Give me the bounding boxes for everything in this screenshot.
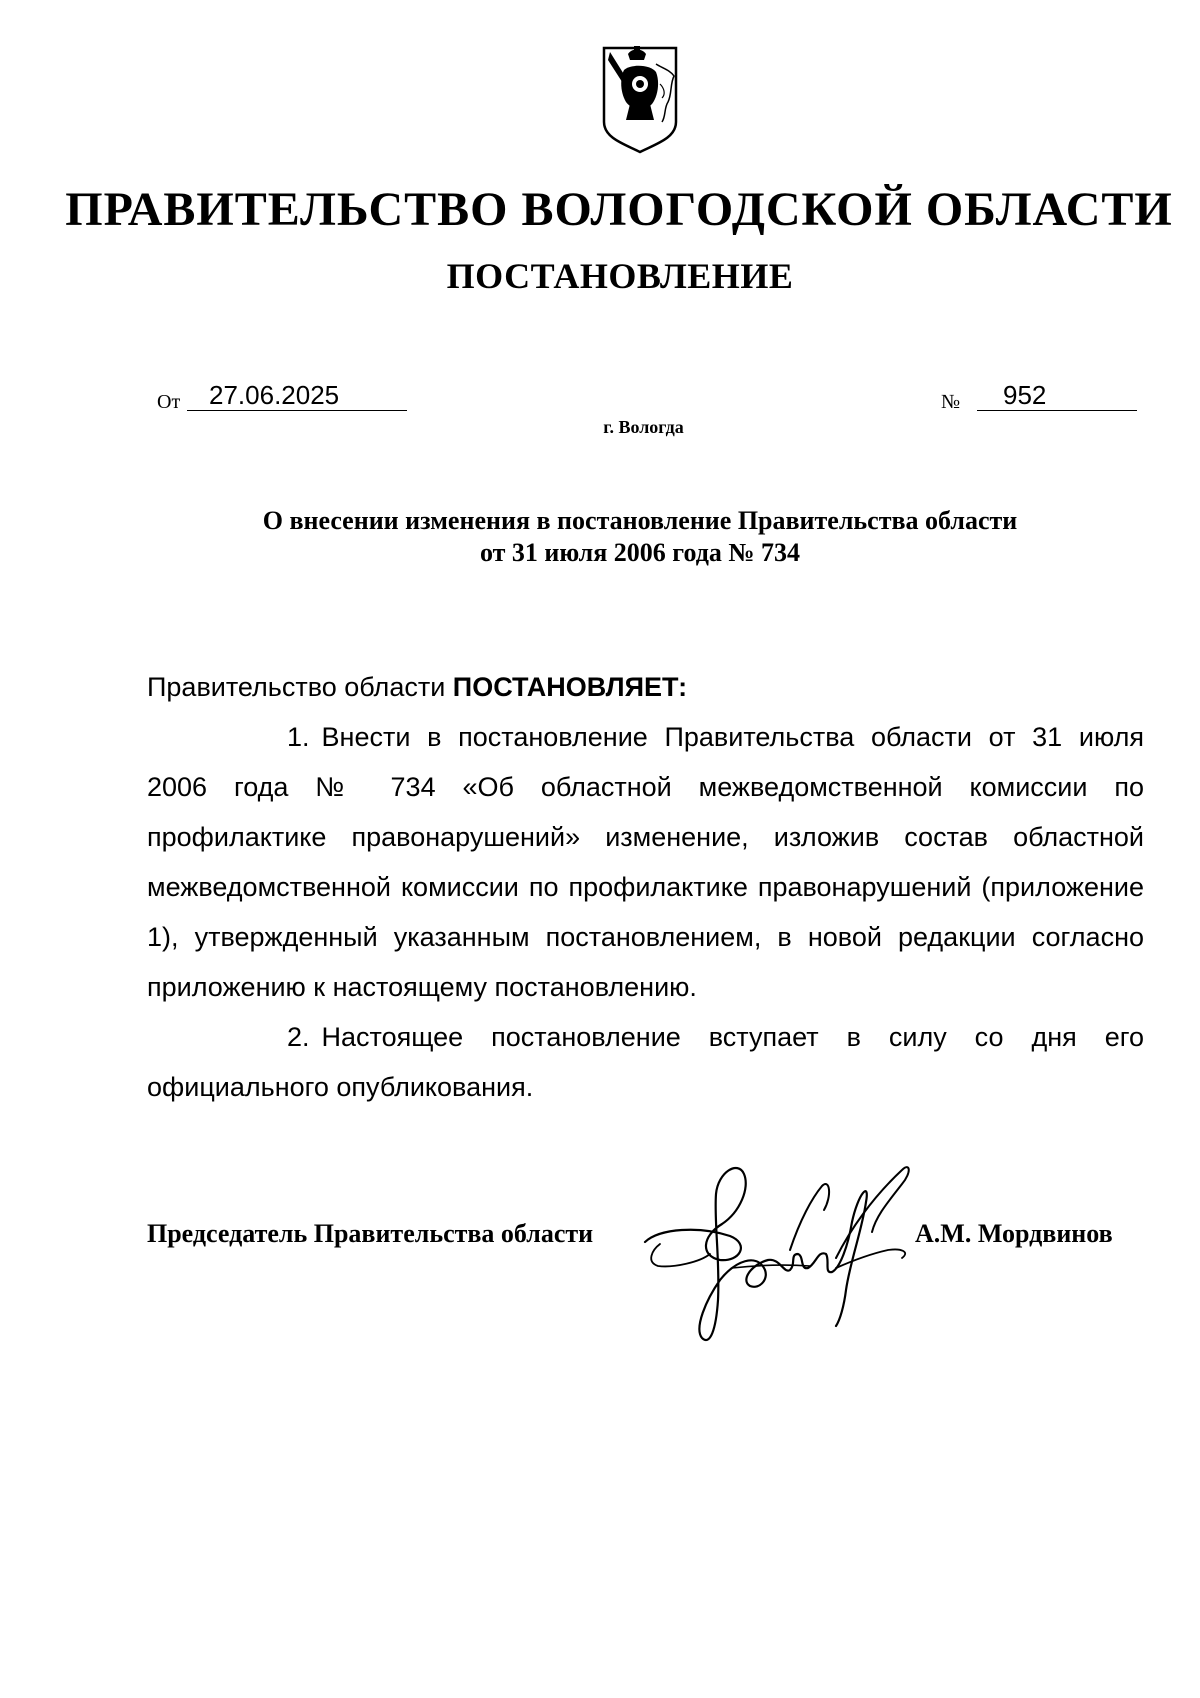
preamble — [147, 662, 1144, 712]
document-body — [147, 662, 1144, 1112]
clause-text: Внести в постановление Правительства области от 31 июля 2006 года № 734 «Об областной межведомственной комиссии по профилактике правонарушений» изменение, изложив состав областной межведомственной комиссии по профилактике правонарушений (приложение 1), утвержденный указанным постановлением, в новой редакции согласно приложению к настоящему постановлению. — [147, 722, 1144, 1002]
signatory-position: Председатель Правительства области — [147, 1219, 594, 1248]
clause-number: 1. — [287, 722, 310, 752]
signatory-name: А.М. Мордвинов — [915, 1219, 1113, 1248]
number-underline — [977, 382, 1137, 411]
document-date: 27.06.2025 — [209, 380, 340, 410]
clause-number: 2. — [287, 1022, 310, 1052]
clause-1 — [147, 712, 1144, 1012]
clause-2 — [147, 1012, 1144, 1112]
document-number: 952 — [1003, 380, 1047, 410]
preamble-text: Правительство области — [147, 672, 453, 702]
handwritten-signature — [640, 1150, 970, 1360]
date-prefix: От — [157, 391, 181, 413]
subject-line-1: О внесении изменения в постановление Правительства области — [262, 506, 1018, 535]
city: г. Вологда — [603, 417, 684, 437]
clause-text: Настоящее постановление вступает в силу со дня его официального опубликования. — [147, 1022, 1144, 1102]
organization-title: ПРАВИТЕЛЬСТВО ВОЛОГОДСКОЙ ОБЛАСТИ — [65, 183, 1173, 236]
subject-line-2: от 31 июля 2006 года № 734 — [480, 538, 800, 567]
preamble-resolves: ПОСТАНОВЛЯЕТ: — [452, 672, 688, 702]
coat-of-arms-icon — [600, 44, 680, 156]
document-subject — [0, 505, 1200, 569]
document-type: ПОСТАНОВЛЕНИЕ — [446, 256, 794, 296]
number-prefix: № — [941, 391, 961, 413]
